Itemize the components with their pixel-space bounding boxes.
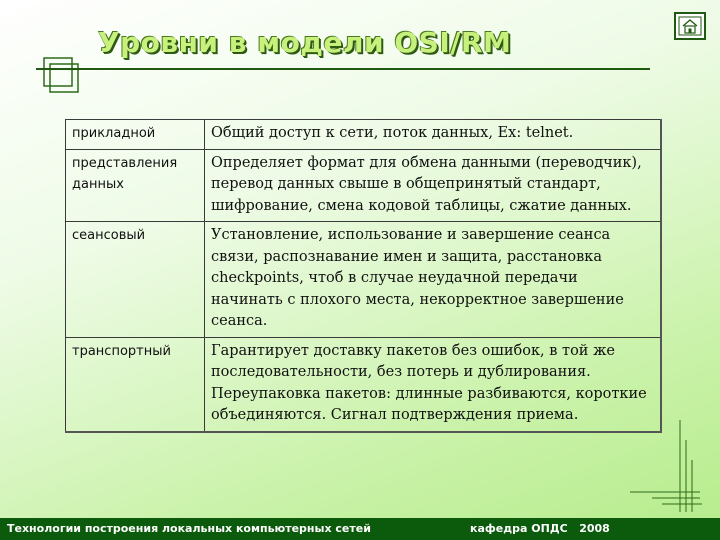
layer-name-cell: прикладной [66,120,205,150]
home-button[interactable] [674,12,706,40]
layer-description-cell: Общий доступ к сети, поток данных, Ex: telnet. [205,120,662,150]
layer-name-cell: транспортный [66,337,205,432]
table-row [66,222,662,338]
layer-description-cell: Гарантирует доставку пакетов без ошибок, в той же последовательности, без потерь и дублирования. Переупаковка пакетов: длинные разбиваются, короткие объединяются. Сигнал подтверждения приема. [205,337,662,432]
layer-description-cell: Определяет формат для обмена данными (переводчик), перевод данных свыше в общепринятый стандарт, шифрование, смена кодовой таблицы, сжатие данных. [205,149,662,222]
table-row [66,149,662,222]
title-decoration [28,50,118,110]
footer-department: кафедра ОПДС 2008 [470,522,610,535]
footer-bar [0,518,720,540]
title-underline [36,68,650,70]
layer-name-cell: сеансовый [66,222,205,338]
footer-course-title: Технологии построения локальных компьютерных сетей [7,522,371,535]
layer-description-cell: Установление, использование и завершение сеанса связи, распознавание имен и защита, расстановка checkpoints, чтоб в случае неудачной передачи начинать с плохого места, некорректное завершение сеанса. [205,222,662,338]
osi-layers-table [65,119,662,433]
layer-name-cell: представления данных [66,149,205,222]
corner-decoration [622,416,712,516]
home-icon [676,14,704,38]
table-row [66,120,662,150]
slide-title: Уровни в модели OSI/RM [98,26,512,59]
table-row [66,337,662,432]
